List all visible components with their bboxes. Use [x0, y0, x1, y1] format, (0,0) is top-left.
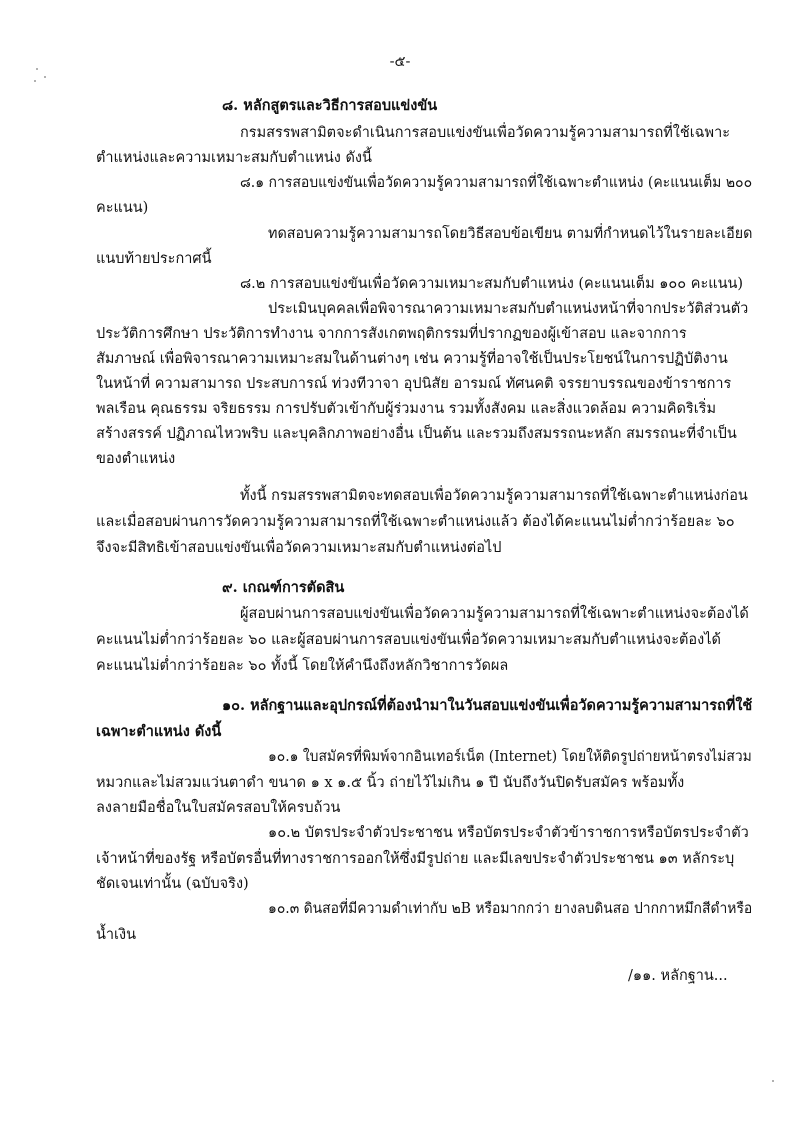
section-8-note-line-1: ทั้งนี้ กรมสรรพสามิตจะทดสอบเพื่อวัดความรู้ความสามารถที่ใช้เฉพาะตำแหน่งก่อน: [240, 488, 748, 504]
section-10-1-line-2: หมวกและไม่สวมแว่นตาดำ ขนาด ๑ x ๑.๕ นิ้ว ถ่ายไว้ไม่เกิน ๑ ปี นับถึงวันปิดรับสมัคร พร้อมทั้ง: [96, 775, 685, 791]
section-8-heading: ๘. หลักสูตรและวิธีการสอบแข่งขัน: [222, 97, 438, 114]
section-8-2-desc-line-6: สร้างสรรค์ ปฏิภาณไหวพริบ และบุคลิกภาพอย่างอื่น เป็นต้น และรวมถึงสมรรถนะหลัก สมรรถนะที่จำเป็น: [96, 426, 737, 442]
section-8-2-desc-line-2: ประวัติการศึกษา ประวัติการทำงาน จากการสังเกตพฤติกรรมที่ปรากฏของผู้เข้าสอบ และจากการ: [96, 326, 687, 342]
scan-speck: [34, 80, 36, 82]
section-10-1-line-3: ลงลายมือชื่อในใบสมัครสอบให้ครบถ้วน: [96, 800, 341, 816]
section-8-note-line-2: และเมื่อสอบผ่านการวัดความรู้ความสามารถที่ใช้เฉพาะตำแหน่งแล้ว ต้องได้คะแนนไม่ต่ำกว่าร้อยละ ๖๐: [96, 514, 735, 530]
section-8-2-desc-line-5: พลเรือน คุณธรรม จริยธรรม การปรับตัวเข้ากับผู้ร่วมงาน รวมทั้งสังคม และสิ่งแวดล้อม ความคิดริเริ่ม: [96, 401, 717, 417]
section-10-3-line-1: ๑๐.๓ ดินสอที่มีความดำเท่ากับ ๒B หรือมากกว่า ยางลบดินสอ ปากกาหมึกสีดำหรือ: [268, 901, 753, 917]
section-8-intro-line-1: กรมสรรพสามิตจะดำเนินการสอบแข่งขันเพื่อวัดความรู้ความสามารถที่ใช้เฉพาะ: [240, 125, 731, 141]
section-9-heading: ๙. เกณฑ์การตัดสิน: [222, 579, 345, 596]
scan-speck: [44, 76, 46, 78]
section-10-3-line-2: น้ำเงิน: [96, 927, 137, 943]
section-8-intro-line-2: ตำแหน่งและความเหมาะสมกับตำแหน่ง ดังนี้: [96, 150, 372, 166]
section-8-1-desc-line-1: ทดสอบความรู้ความสามารถโดยวิธีสอบข้อเขียน ตามที่กำหนดไว้ในรายละเอียด: [268, 226, 753, 242]
section-10-2-line-1: ๑๐.๒ บัตรประจำตัวประชาชน หรือบัตรประจำตัวข้าราชการหรือบัตรประจำตัว: [268, 825, 749, 841]
section-10-heading-line-2: เฉพาะตำแหน่ง ดังนี้: [96, 723, 222, 740]
section-8-2-desc-line-7: ของตำแหน่ง: [96, 451, 176, 467]
section-9-body-line-3: คะแนนไม่ต่ำกว่าร้อยละ ๖๐ ทั้งนี้ โดยให้คำนึงถึงหลักวิชาการวัดผล: [96, 658, 509, 674]
section-10-heading-line-1: ๑๐. หลักฐานและอุปกรณ์ที่ต้องนำมาในวันสอบแข่งขันเพื่อวัดความรู้ความสามารถที่ใช้: [222, 697, 753, 714]
section-9-body-line-1: ผู้สอบผ่านการสอบแข่งขันเพื่อวัดความรู้ความสามารถที่ใช้เฉพาะตำแหน่งจะต้องได้: [240, 606, 749, 622]
continuation-note: /๑๑. หลักฐาน...: [628, 968, 728, 984]
scan-speck: [772, 1080, 774, 1082]
section-8-1-line-1: ๘.๑ การสอบแข่งขันเพื่อวัดความรู้ความสามารถที่ใช้เฉพาะตำแหน่ง (คะแนนเต็ม ๒๐๐: [240, 175, 753, 191]
section-10-2-line-2: เจ้าหน้าที่ของรัฐ หรือบัตรอื่นที่ทางราชการออกให้ซึ่งมีรูปถ่าย และมีเลขประจำตัวประชาชน ๑๓ หลักระบุ: [96, 851, 735, 867]
section-8-1-desc-line-2: แนบท้ายประกาศนี้: [96, 251, 212, 267]
section-8-2-line-1: ๘.๒ การสอบแข่งขันเพื่อวัดความเหมาะสมกับตำแหน่ง (คะแนนเต็ม ๑๐๐ คะแนน): [240, 276, 744, 292]
section-8-2-desc-line-1: ประเมินบุคคลเพื่อพิจารณาความเหมาะสมกับตำแหน่งหน้าที่จากประวัติส่วนตัว: [268, 301, 749, 317]
section-8-2-desc-line-4: ในหน้าที่ ความสามารถ ประสบการณ์ ท่วงทีวาจา อุปนิสัย อารมณ์ ทัศนคติ จรรยาบรรณของข้าราชการ: [96, 376, 732, 392]
section-9-body-line-2: คะแนนไม่ต่ำกว่าร้อยละ ๖๐ และผู้สอบผ่านการสอบแข่งขันเพื่อวัดความเหมาะสมกับตำแหน่งจะต้องได้: [96, 632, 721, 648]
section-8-note-line-3: จึงจะมีสิทธิเข้าสอบแข่งขันเพื่อวัดความเหมาะสมกับตำแหน่งต่อไป: [96, 540, 502, 556]
section-8-1-line-2: คะแนน): [96, 200, 149, 216]
page-number: -๕-: [389, 54, 411, 70]
section-10-1-line-1: ๑๐.๑ ใบสมัครที่พิมพ์จากอินเทอร์เน็ต (Internet) โดยให้ติดรูปถ่ายหน้าตรงไม่สวม: [268, 749, 752, 765]
section-10-2-line-3: ชัดเจนเท่านั้น (ฉบับจริง): [96, 876, 249, 892]
section-8-2-desc-line-3: สัมภาษณ์ เพื่อพิจารณาความเหมาะสมในด้านต่างๆ เช่น ความรู้ที่อาจใช้เป็นประโยชน์ในการปฏิบัติงาน: [96, 351, 728, 367]
